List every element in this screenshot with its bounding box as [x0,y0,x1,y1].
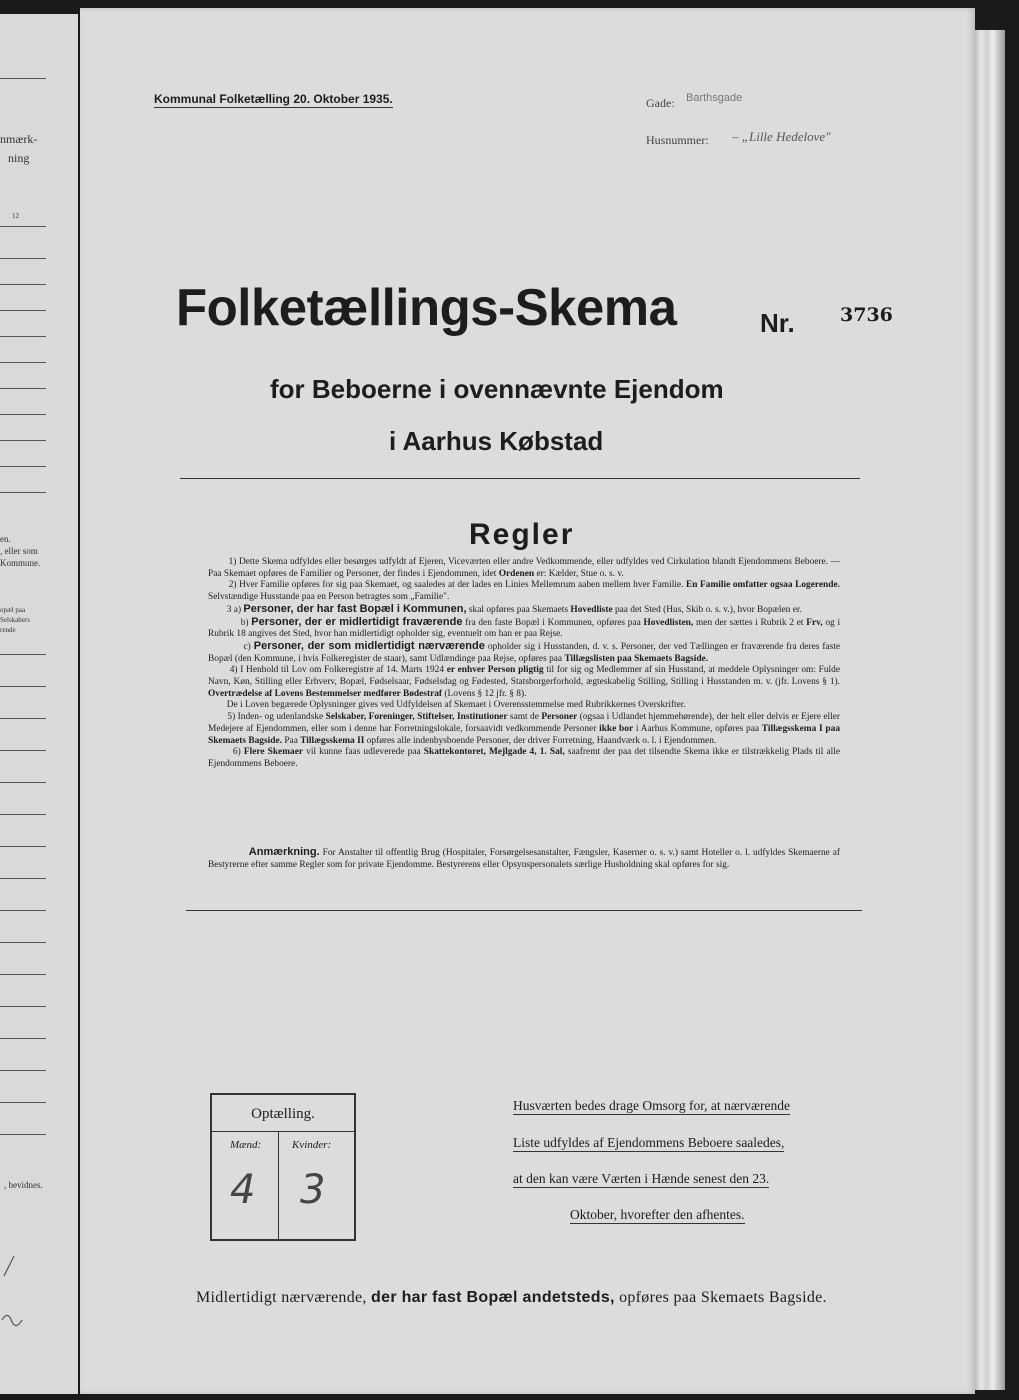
census-header: Kommunal Folketælling 20. Oktober 1935. [154,92,393,106]
handwriting-mark [0,1244,40,1334]
left-rule [0,226,46,227]
form-number-label: Nr. [760,308,795,338]
left-rule [0,284,46,285]
left-rule [0,654,46,655]
left-rule [0,782,46,783]
document-page [80,8,975,1394]
left-rule [0,974,46,975]
count-box [210,1093,356,1241]
left-text: nmærk- [0,132,38,146]
left-text: rende [0,626,16,634]
rule-4-note: De i Loven begærede Oplysninger gives ved Udfyldelsen af Skemaet i Overensstemmelse med Rubrikkernes Overskrifter. [226,700,686,711]
rule-3c: c) Personer, der som midlertidigt nærværende opholder sig i Husstanden, d. v. s. Personer, der ved Tællingen er fraværende fra deres faste Bopæl (den Kommune, i hvis Folkeregister de staar), samt Udlændinge paa Rejse, opføres paa Tillægslisten paa Skemaets Bagside. [208,639,841,664]
form-subtitle: for Beboerne i ovennævnte Ejendom [270,374,724,404]
footer-note: Midlertidigt nærværende, der har fast Bopæl andetsteds, opføres paa Skemaets Bagside. [196,1289,827,1306]
rule-3a: 3 a) Personer, der har fast Bopæl i Kommunen, skal opføres paa Skemaets Hovedliste paa det Sted (Hus, Skib o. s. v.), hvor Bopælen er. [226,602,802,615]
left-rule [0,440,46,441]
notice-line: Liste udfyldes af Ejendommens Beboere saaledes, [513,1135,785,1150]
left-rule [0,1134,46,1135]
left-text: Kommune. [0,558,41,568]
left-text: Selskabers [0,616,30,624]
left-rule [0,878,46,879]
divider [186,910,862,911]
left-rule [0,686,46,687]
annotation-note [208,846,840,871]
street-label: Gade: [646,96,675,110]
rule-1: 1) Dette Skema udfyldes eller besørges udfyldt af Ejeren, Viceværten eller andre Vedkommende, eller udfyldes ved Cirkulation blandt Ejendommens Beboere. — Paa Skemaet opføres de Familier og Personer, der findes i Ejendommen, idet Ordenen er: Kælder, Stue o. s. v. [208,557,841,579]
rule-2: 2) Hver Familie opføres for sig paa Skemaet, og saaledes at der lades en Linies Mellemrum aaben mellem hver Familie. En Familie omfatter ogsaa Logerende. Selvstændige Husstande paa en Person betragtes som „Familie". [208,580,840,603]
rules-heading: Regler [469,518,575,551]
women-label: Kvinder: [292,1139,332,1151]
left-rule [0,258,46,259]
left-rule [0,362,46,363]
notice-line: Oktober, hvorefter den afhentes. [570,1207,745,1222]
left-rule [0,1006,46,1007]
left-text: opæl paa [0,606,26,614]
left-rule [0,414,46,415]
left-rule [0,492,46,493]
annotation-label: Anmærkning. [248,846,320,858]
left-rule [0,814,46,815]
left-text: , eller som [0,546,38,556]
left-rule [0,846,46,847]
left-rule [0,942,46,943]
left-text: , bevidnes. [4,1180,43,1190]
rule-5: 5) Inden- og udenlandske Selskaber, Foreninger, Stiftelser, Institutioner samt de Personer (ogsaa i Udlandet hjemmehørende), der helt eller delvis er Ejere eller Medejere af Ejendommen, eller som i denne har Forretningslokale, forsaavidt vedkommende Personer ikke bor i Aarhus Kommune, opføres paa Tillægsskema I paa Skemaets Bagside. Paa Tillægsskema II opføres alle indenbysboende Personer, der driver Forretning, Haandværk o. l. i Ejendommen. [208,712,841,746]
men-count: 4 [230,1167,256,1213]
women-count: 3 [300,1167,326,1213]
count-box-title: Optælling. [212,1095,354,1132]
house-number-label: Husnummer: [646,133,709,147]
notice-line: at den kan være Værten i Hænde senest den 23. [513,1171,770,1186]
annotation-text: For Anstalter til offentlig Brug (Hospitaler, Forsørgelsesanstalter, Fængsler, Kaserner o. s. v.) samt Hoteller o. l. udfyldes Skemaerne af Bestyrerne efter samme Regler som for private Ejendomme. Bestyrerens eller Opsynspersonalets særlige Husholdning skal opføres for sig. [208,848,841,870]
rule-3b: b) Personer, der er midlertidigt fraværende fra den faste Bopæl i Kommunen, opføres paa Hovedlisten, men der sættes i Rubrik 2 et Frv, og i Rubrik 18 angives det Sted, hvor han midlertidigt opholder sig, eventuelt om han er paa Rejse. [208,615,841,640]
left-text: 12 [12,212,19,220]
notice-line: Husværten bedes drage Omsorg for, at nærværende [513,1098,791,1113]
left-rule [0,910,46,911]
left-rule [0,78,46,79]
street-value: Barthsgade [686,92,743,104]
left-rule [0,750,46,751]
rule-6: 6) Flere Skemaer vil kunne faas udleverede paa Skattekontoret, Mejlgade 4, 1. Sal, saafremt der paa det tilsendte Skema ikke er tilstrækkelig Plads til alle Ejendommens Beboere. [208,747,841,769]
form-subtitle-city: i Aarhus Købstad [389,426,604,456]
left-rule [0,310,46,311]
left-rule [0,388,46,389]
form-title: Folketællings-Skema [176,279,677,337]
rules-text [208,557,840,771]
left-rule [0,1070,46,1071]
left-page-fragment [0,14,78,1394]
left-rule [0,1102,46,1103]
divider [180,478,860,479]
house-number-value: – „Lille Hedelove" [732,129,831,144]
form-number: 3736 [840,304,893,326]
left-rule [0,466,46,467]
men-label: Mænd: [230,1139,262,1151]
left-rule [0,336,46,337]
left-text: en. [0,534,11,544]
left-rule [0,718,46,719]
left-rule [0,1038,46,1039]
left-text: ning [8,151,30,165]
rule-4: 4) I Henhold til Lov om Folkeregistre af 14. Marts 1924 er enhver Person pligtig til for sig og Medlemmer af sin Husstand, at meddele Oplysninger om: Fulde Navn, Køn, Stilling eller Erhverv, Bopæl, Fødselsaar, Fødselsdag og Fødested, Statsborgerforhold, ægteskabelig Stilling, Stilling i Husstanden m. v. (jfr. Lovens § 1). Overtrædelse af Lovens Bestemmelser medfører Bødestraf (Lovens § 12 jfr. § 8). [208,665,841,699]
count-box-divider [278,1131,279,1239]
page-stack-edge [975,30,1005,1390]
